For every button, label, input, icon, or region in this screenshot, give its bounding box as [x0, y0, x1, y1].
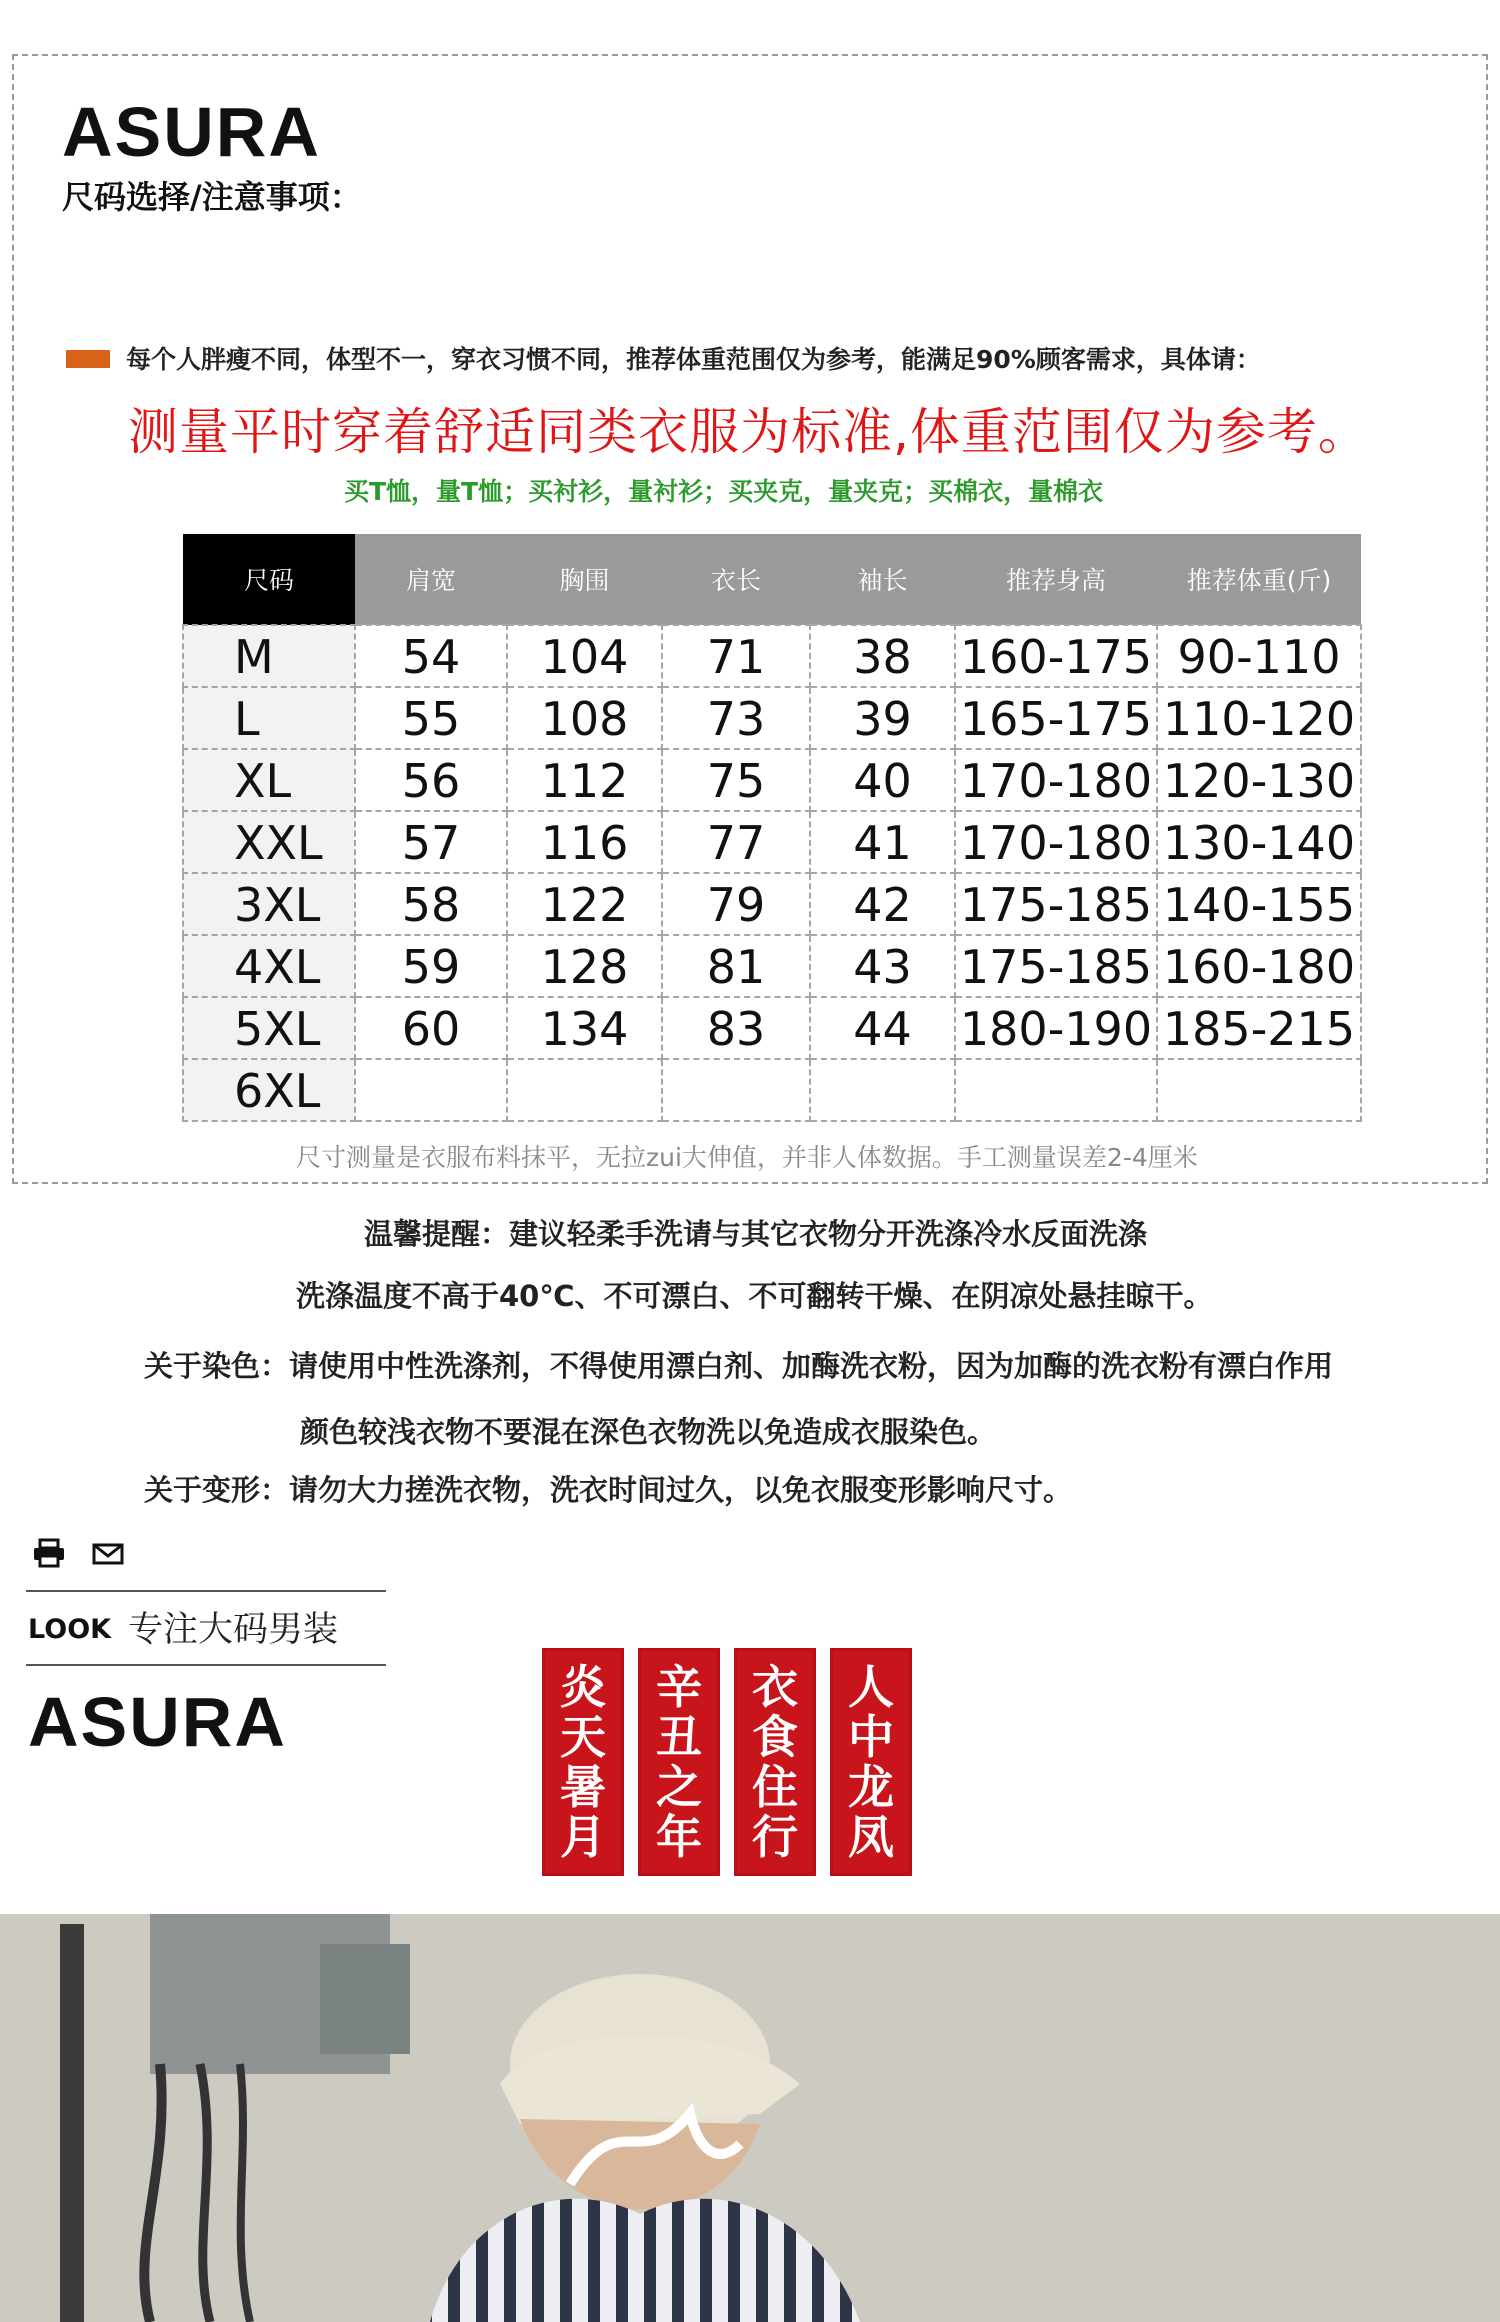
- seal-char: 天: [560, 1710, 606, 1764]
- seal-char: 炎: [560, 1660, 606, 1714]
- header-sleeve: 袖长: [810, 534, 955, 625]
- seal-char: 暑: [560, 1760, 606, 1814]
- table-cell: 59: [355, 935, 507, 997]
- table-cell: 175-185: [955, 935, 1157, 997]
- table-cell: 90-110: [1157, 625, 1361, 687]
- table-cell: 54: [355, 625, 507, 687]
- divider: [26, 1664, 386, 1666]
- header-height: 推荐身高: [955, 534, 1157, 625]
- table-cell: 3XL: [183, 873, 355, 935]
- table-cell: [355, 1059, 507, 1121]
- seal-char: 行: [752, 1810, 798, 1864]
- table-row: [183, 811, 1361, 873]
- seal-char: 龙: [848, 1760, 894, 1814]
- header-shoulder: 肩宽: [355, 534, 507, 625]
- table-row: [183, 749, 1361, 811]
- table-cell: 57: [355, 811, 507, 873]
- seal-char: 人: [848, 1660, 894, 1714]
- measurement-note: 尺寸测量是衣服布料抹平，无拉zui大伸值，并非人体数据。手工测量误差2-4厘米: [296, 1143, 1198, 1172]
- header-length: 衣长: [662, 534, 810, 625]
- seal-char: 中: [848, 1710, 894, 1764]
- table-cell: 122: [507, 873, 662, 935]
- care-dye: 关于染色：请使用中性洗涤剂，不得使用漂白剂、加酶洗衣粉，因为加酶的洗衣粉有漂白作用: [144, 1349, 1334, 1383]
- table-cell: 160-175: [955, 625, 1157, 687]
- header-chest: 胸围: [507, 534, 662, 625]
- table-cell: L: [183, 687, 355, 749]
- table-cell: 185-215: [1157, 997, 1361, 1059]
- table-cell: 5XL: [183, 997, 355, 1059]
- divider: [26, 1590, 386, 1592]
- seal-char: 食: [752, 1710, 798, 1764]
- table-cell: 79: [662, 873, 810, 935]
- table-cell: 108: [507, 687, 662, 749]
- table-cell: 55: [355, 687, 507, 749]
- table-cell: 170-180: [955, 749, 1157, 811]
- table-cell: 116: [507, 811, 662, 873]
- seal-char: 年: [656, 1810, 702, 1864]
- care-temperature: 洗涤温度不高于40℃、不可漂白、不可翻转干燥、在阴凉处悬挂晾干。: [296, 1279, 1213, 1313]
- header-weight: 推荐体重(斤): [1157, 534, 1361, 625]
- table-cell: 110-120: [1157, 687, 1361, 749]
- header-size: 尺码: [183, 534, 355, 625]
- table-cell: 39: [810, 687, 955, 749]
- table-cell: 71: [662, 625, 810, 687]
- seal-block: [830, 1648, 912, 1876]
- table-header-row: [183, 534, 1361, 625]
- table-cell: [955, 1059, 1157, 1121]
- seal-char: 住: [752, 1760, 798, 1814]
- seal-char: 凤: [848, 1810, 894, 1864]
- table-cell: 165-175: [955, 687, 1157, 749]
- brand-logo-top: ASURA: [62, 93, 321, 171]
- brand-slogan: 专注大码男装: [128, 1610, 339, 1650]
- table-cell: 128: [507, 935, 662, 997]
- table-cell: 4XL: [183, 935, 355, 997]
- table-cell: 81: [662, 935, 810, 997]
- table-cell: 44: [810, 997, 955, 1059]
- look-label: LOOK: [28, 1614, 112, 1645]
- table-cell: 6XL: [183, 1059, 355, 1121]
- care-deform: 关于变形：请勿大力搓洗衣物，洗衣时间过久，以免衣服变形影响尺寸。: [144, 1473, 1073, 1507]
- brand-logo-bottom: ASURA: [28, 1683, 287, 1761]
- seal-block: [638, 1648, 720, 1876]
- table-cell: [810, 1059, 955, 1121]
- measure-standard-note: 测量平时穿着舒适同类衣服为标准,体重范围仅为参考。: [128, 403, 1369, 461]
- seal-char: 月: [560, 1810, 606, 1864]
- table-cell: 41: [810, 811, 955, 873]
- seal-char: 之: [656, 1760, 702, 1814]
- table-cell: 112: [507, 749, 662, 811]
- table-cell: 170-180: [955, 811, 1157, 873]
- care-reminder: 温馨提醒：建议轻柔手洗请与其它衣物分开洗涤冷水反面洗涤: [364, 1217, 1148, 1251]
- table-row: [183, 935, 1361, 997]
- mail-icon[interactable]: [92, 1542, 124, 1566]
- printer-icon[interactable]: [32, 1538, 66, 1568]
- table-row: [183, 687, 1361, 749]
- size-table: [182, 534, 1362, 1122]
- table-cell: XL: [183, 749, 355, 811]
- table-cell: [507, 1059, 662, 1121]
- seal-block: [734, 1648, 816, 1876]
- table-cell: 180-190: [955, 997, 1157, 1059]
- table-cell: 43: [810, 935, 955, 997]
- table-cell: 160-180: [1157, 935, 1361, 997]
- care-dye-cont: 颜色较浅衣物不要混在深色衣物洗以免造成衣服染色。: [300, 1415, 997, 1449]
- model-photo-illustration: [0, 1914, 1500, 2322]
- table-cell: XXL: [183, 811, 355, 873]
- model-photo: [0, 1914, 1500, 2322]
- table-cell: 130-140: [1157, 811, 1361, 873]
- size-guide-title: 尺码选择/注意事项：: [62, 178, 362, 216]
- table-row: [183, 997, 1361, 1059]
- table-cell: 58: [355, 873, 507, 935]
- table-cell: 75: [662, 749, 810, 811]
- table-cell: M: [183, 625, 355, 687]
- table-cell: 104: [507, 625, 662, 687]
- seal-char: 辛: [656, 1660, 702, 1714]
- table-cell: 134: [507, 997, 662, 1059]
- table-cell: [1157, 1059, 1361, 1121]
- table-cell: 60: [355, 997, 507, 1059]
- seal-block: [542, 1648, 624, 1876]
- measure-same-type-note: 买T恤，量T恤；买衬衫，量衬衫；买夹克，量夹克；买棉衣，量棉衣: [344, 477, 1104, 506]
- table-row: [183, 1059, 1361, 1121]
- table-cell: 83: [662, 997, 810, 1059]
- table-cell: 38: [810, 625, 955, 687]
- table-row: [183, 873, 1361, 935]
- table-cell: 77: [662, 811, 810, 873]
- table-cell: [662, 1059, 810, 1121]
- table-cell: 73: [662, 687, 810, 749]
- table-row: [183, 625, 1361, 687]
- table-cell: 140-155: [1157, 873, 1361, 935]
- table-cell: 175-185: [955, 873, 1157, 935]
- intro-text: 每个人胖瘦不同，体型不一，穿衣习惯不同，推荐体重范围仅为参考，能满足90%顾客需求，具体请：: [126, 345, 1261, 374]
- seal-char: 衣: [752, 1660, 798, 1714]
- orange-marker: [66, 350, 110, 368]
- table-cell: 56: [355, 749, 507, 811]
- seal-char: 丑: [656, 1710, 702, 1764]
- table-cell: 40: [810, 749, 955, 811]
- table-cell: 120-130: [1157, 749, 1361, 811]
- table-cell: 42: [810, 873, 955, 935]
